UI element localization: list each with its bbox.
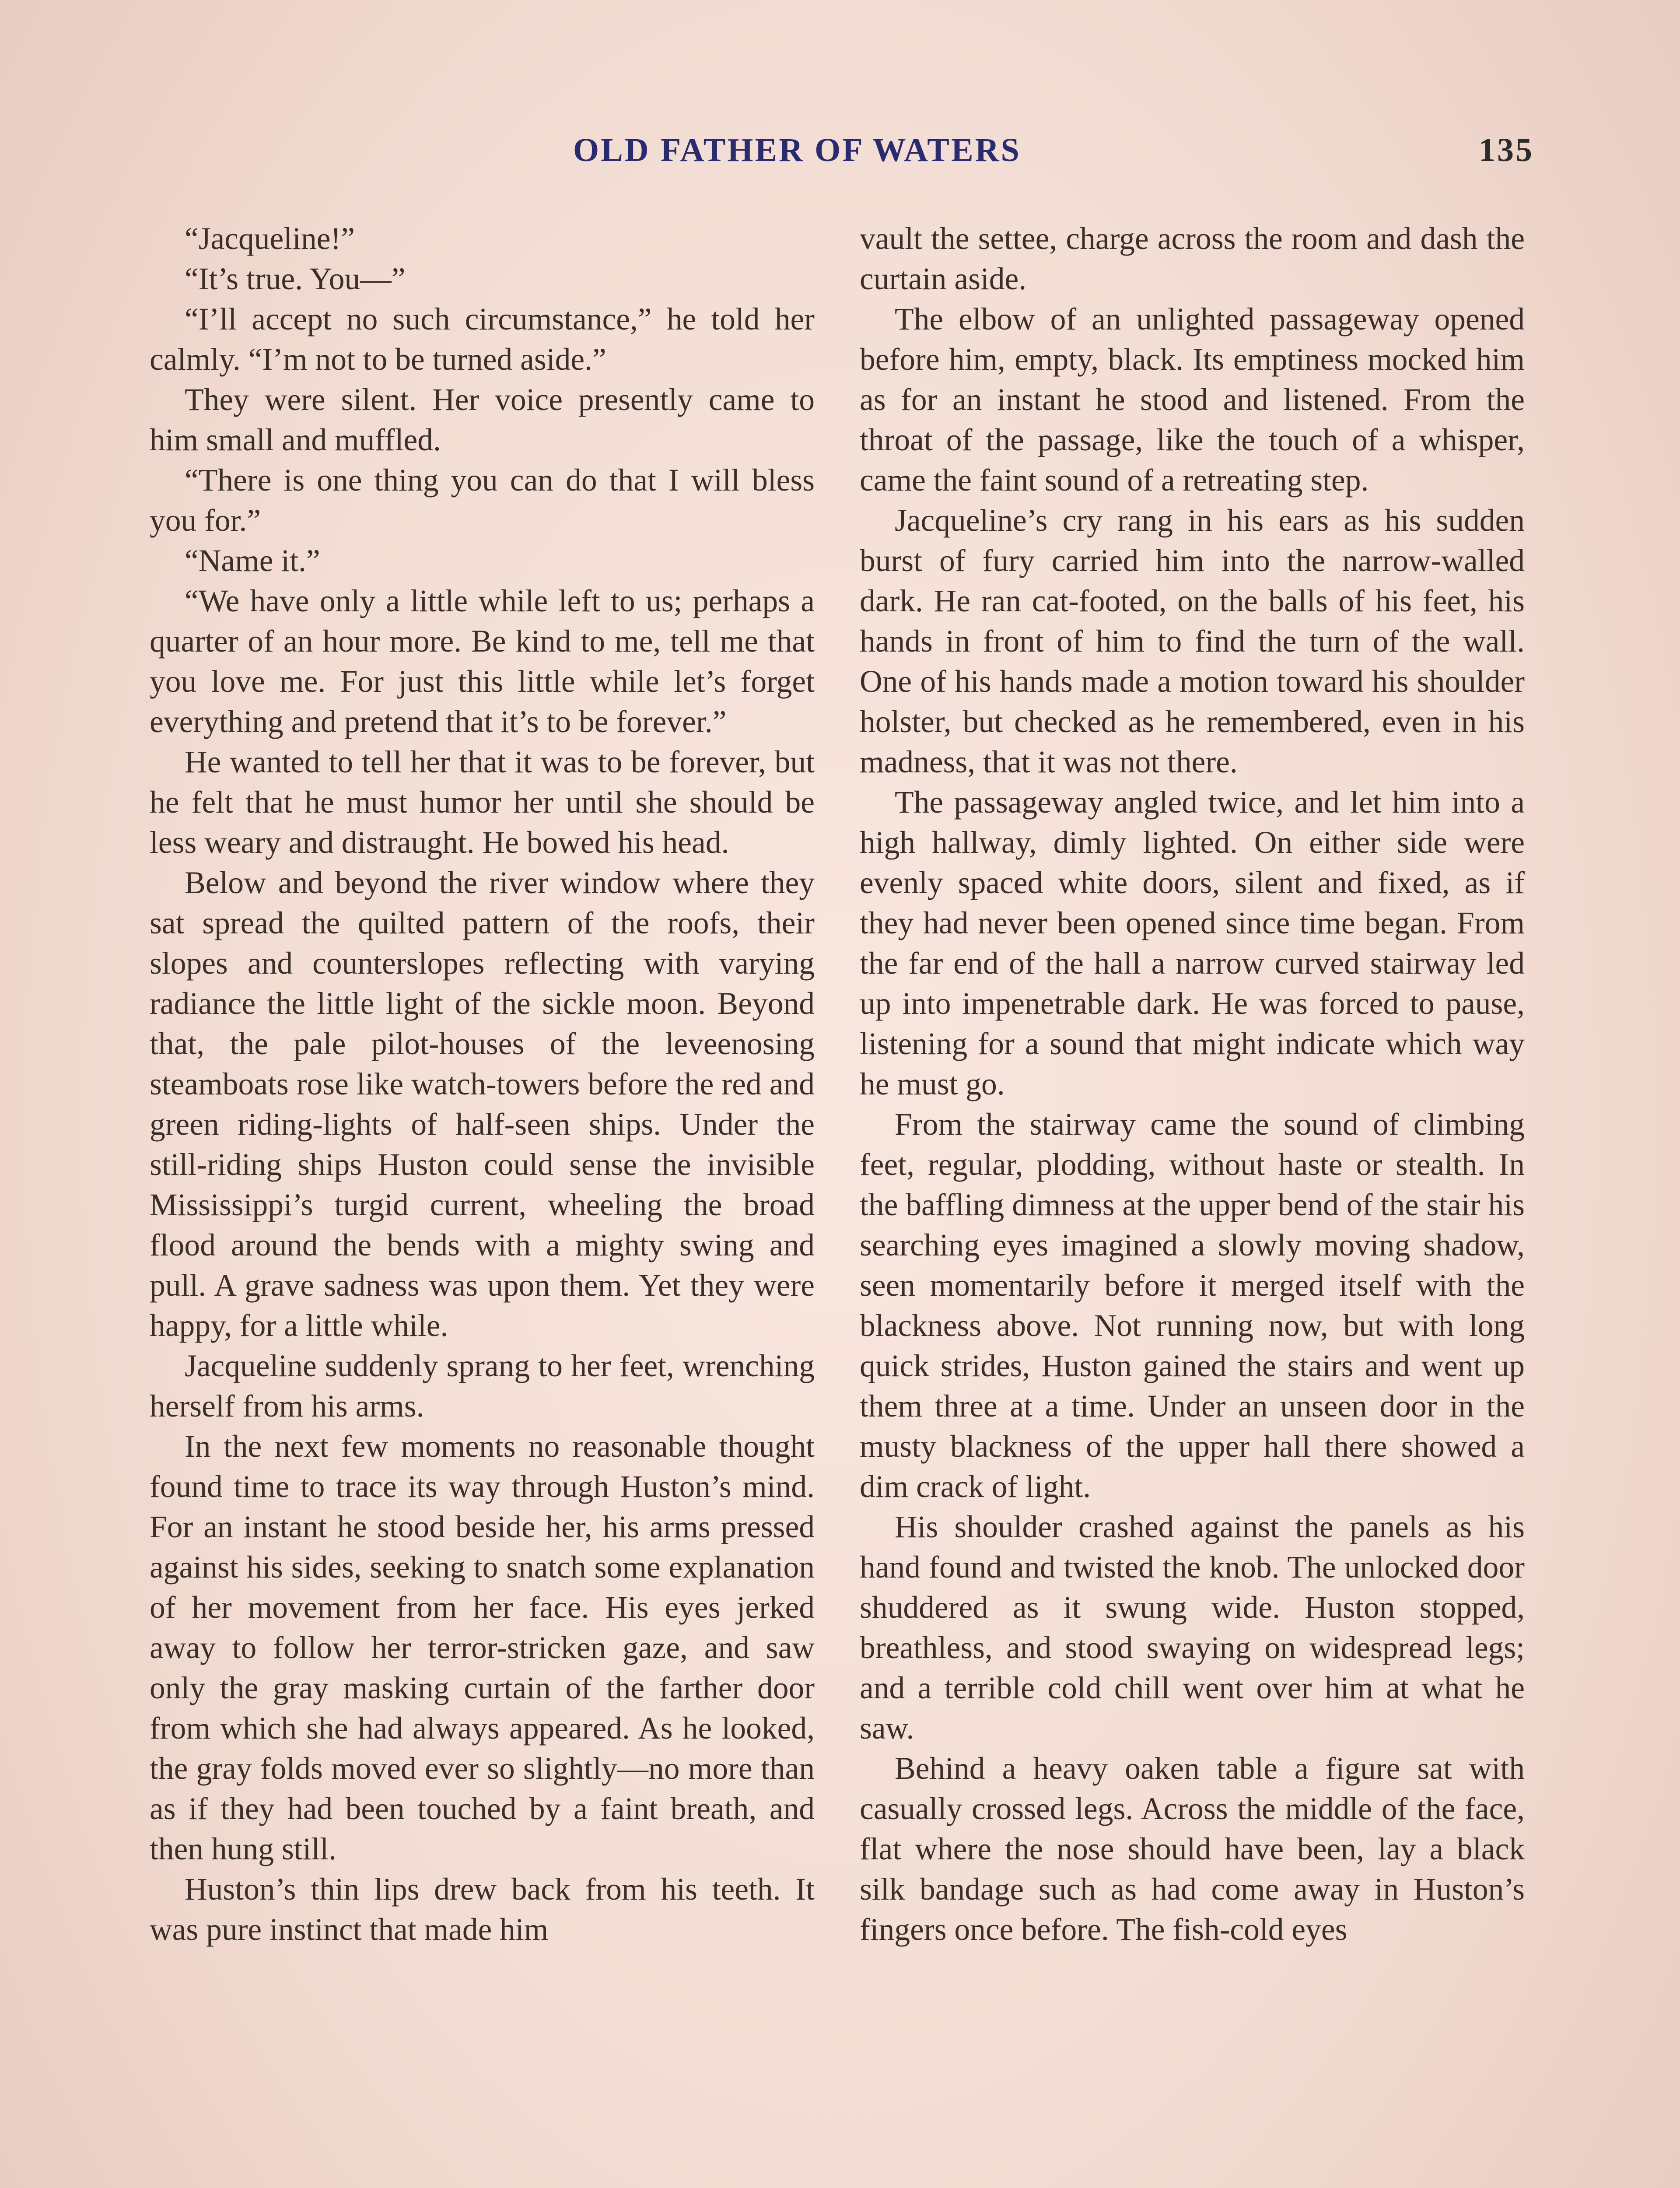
- paragraph: “We have only a little while left to us; perhaps a quarter of an hour more. Be kind to me, tell me that you love me. For just this little while let’s forget everything and pretend that it’s to be forever.”: [150, 584, 815, 739]
- paragraph: “I’ll accept no such circumstance,” he told her calmly. “I’m not to be turned aside.”: [150, 302, 815, 377]
- paragraph: “Jacqueline!”: [185, 221, 355, 256]
- running-title: OLD FATHER OF WATERS: [573, 132, 1021, 168]
- paragraph: In the next few moments no reasonable thought found time to trace its way through Huston’s mind. For an instant he stood beside her, his arms pressed against his sides, seeking to snatch some explanation of her movement from her face. His eyes jerked away to follow her terror-stricken gaze, and saw only the gray masking curtain of the farther door from which she had always appeared. As he looked, the gray folds moved ever so slightly—no more than as if they had been touched by a faint breath, and then hung still.: [150, 1429, 815, 1866]
- paragraph: Huston’s thin lips drew back from his teeth. It was pure instinct that made him: [150, 1872, 815, 1947]
- page-number: 135: [1479, 132, 1534, 168]
- paragraph: Behind a heavy oaken table a figure sat with casually crossed legs. Across the middle of the face, flat where the nose should have been, lay a black silk bandage such as had come away in Huston’s fingers once before. The fish-cold eyes: [860, 1751, 1525, 1947]
- right-column: [860, 219, 1525, 1950]
- paragraph: His shoulder crashed against the panels as his hand found and twisted the knob. The unlocked door shuddered as it swung wide. Huston stopped, breathless, and stood swaying on widespread legs; and a terrible cold chill went over him at what he saw.: [860, 1510, 1525, 1746]
- paragraph: Below and beyond the river window where they sat spread the quilted pattern of the roofs, their slopes and counterslopes reflecting with varying radiance the little light of the sickle moon. Beyond that, the pale pilot-houses of the leveenosing steamboats rose like watch-towers before the red and green riding-lights of half-seen ships. Under the still-riding ships Huston could sense the invisible Mississippi’s turgid current, wheeling the broad flood around the bends with a mighty swing and pull. A grave sadness was upon them. Yet they were happy, for a little while.: [150, 866, 815, 1343]
- paragraph: From the stairway came the sound of climbing feet, regular, plodding, without haste or stealth. In the baffling dimness at the upper bend of the stair his searching eyes imagined a slowly moving shadow, seen momentarily before it merged itself with the blackness above. Not running now, but with long quick strides, Huston gained the stairs and went up them three at a time. Under an unseen door in the musty blackness of the upper hall there showed a dim crack of light.: [860, 1107, 1525, 1504]
- paragraph: “There is one thing you can do that I will bless you for.”: [150, 463, 815, 538]
- paragraph: “It’s true. You—”: [185, 262, 406, 296]
- paragraph: Jacqueline suddenly sprang to her feet, wrenching herself from his arms.: [150, 1349, 815, 1424]
- paragraph: He wanted to tell her that it was to be forever, but he felt that he must humor her until she should be less weary and distraught. He bowed his head.: [150, 745, 815, 860]
- paragraph: They were silent. Her voice presently came to him small and muffled.: [150, 382, 815, 457]
- paragraph: The elbow of an unlighted passageway opened before him, empty, black. Its emptiness mocked him as for an instant he stood and listened. From the throat of the passage, like the touch of a whisper, came the faint sound of a retreating step.: [860, 302, 1525, 498]
- paragraph: vault the settee, charge across the room and dash the curtain aside.: [860, 221, 1525, 296]
- paragraph: Jacqueline’s cry rang in his ears as his sudden burst of fury carried him into the narrow-walled dark. He ran cat-footed, on the balls of his feet, his hands in front of him to find the turn of the wall. One of his hands made a motion toward his shoulder holster, but checked as he remembered, even in his madness, that it was not there.: [860, 503, 1525, 779]
- paragraph: “Name it.”: [185, 543, 320, 578]
- left-column: [150, 219, 815, 1950]
- paragraph: The passageway angled twice, and let him into a high hallway, dimly lighted. On either side were evenly spaced white doors, silent and fixed, as if they had never been opened since time began. From the far end of the hall a narrow curved stairway led up into impenetrable dark. He was forced to pause, listening for a sound that might indicate which way he must go.: [860, 785, 1525, 1101]
